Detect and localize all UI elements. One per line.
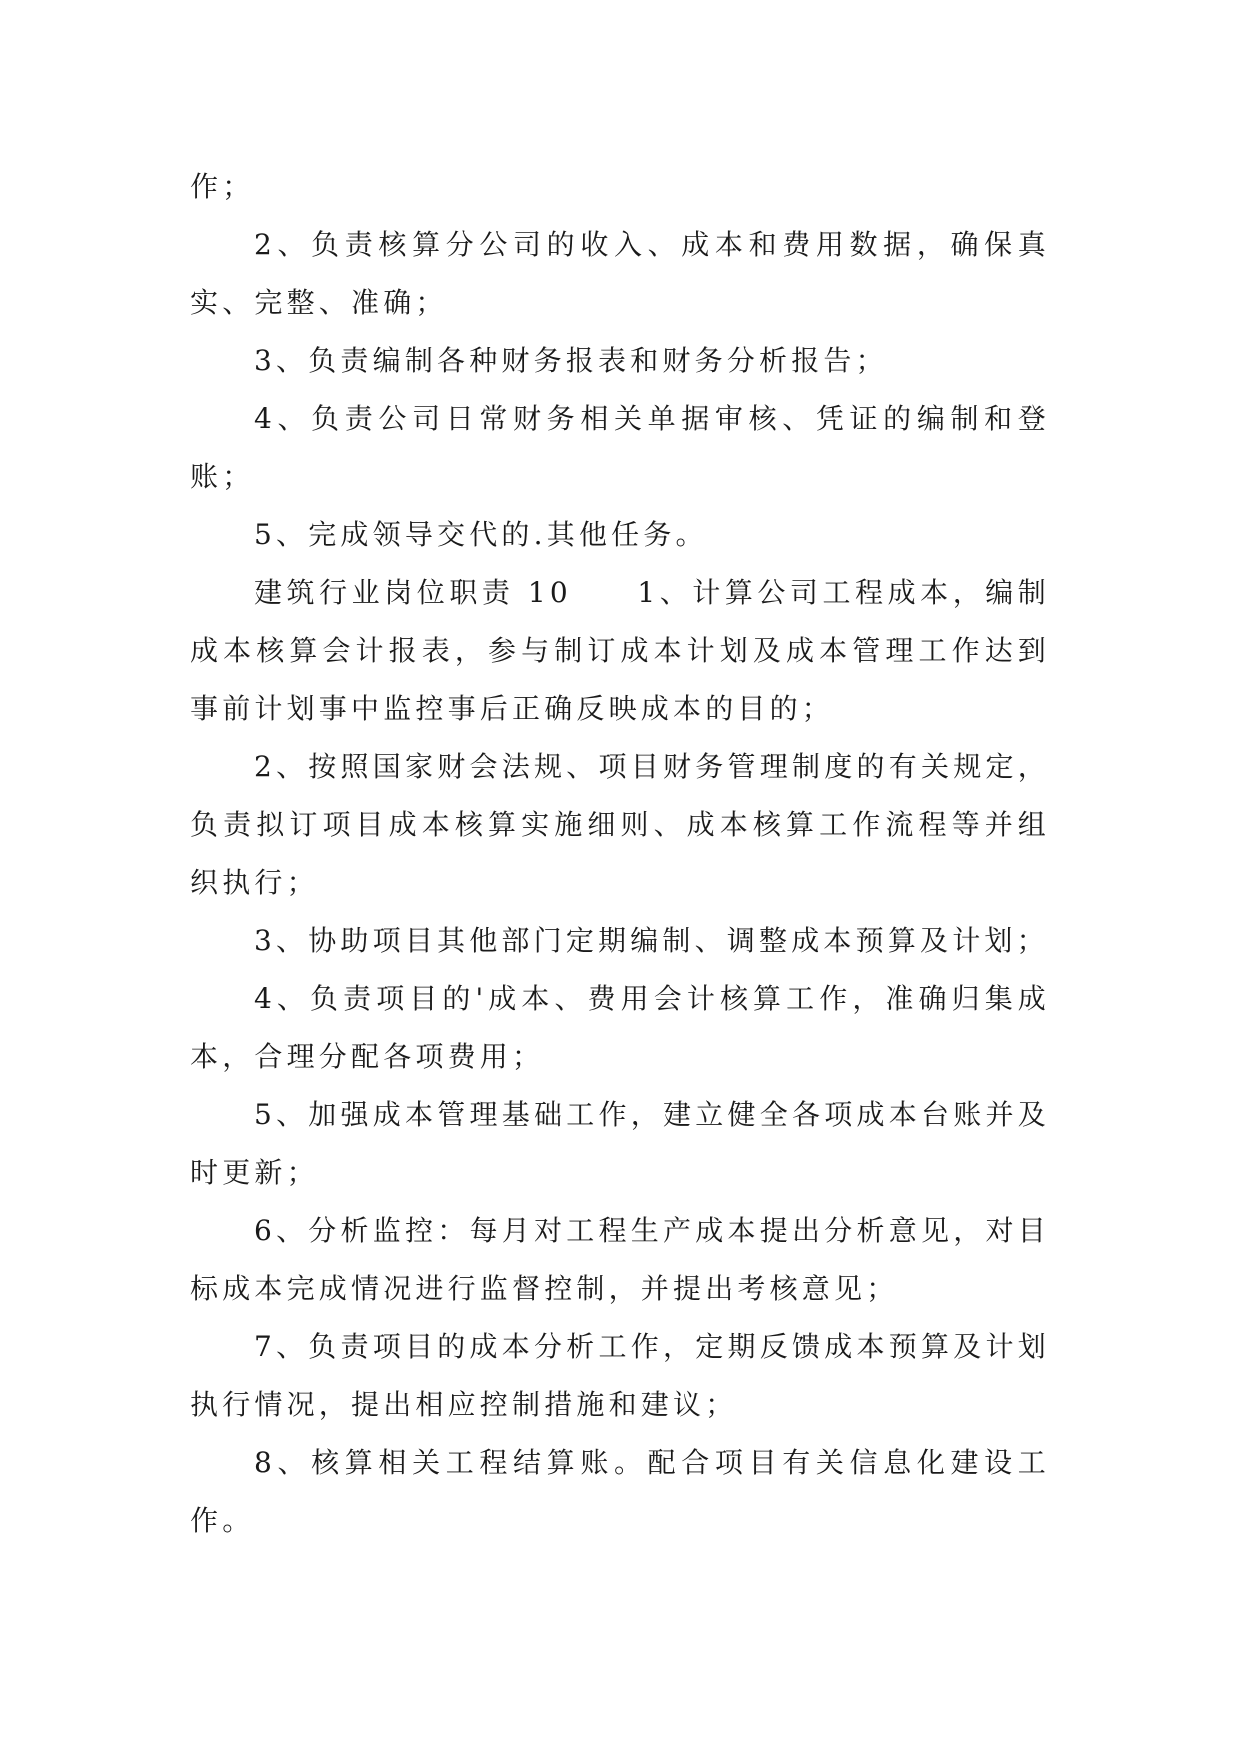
paragraph: 6、分析监控：每月对工程生产成本提出分析意见，对目标成本完成情况进行监督控制，并提出考核意见； — [190, 1214, 1050, 1305]
paragraph: 3、协助项目其他部门定期编制、调整成本预算及计划； — [254, 924, 1049, 957]
paragraph: 7、负责项目的成本分析工作，定期反馈成本预算及计划执行情况，提出相应控制措施和建议； — [190, 1330, 1050, 1421]
paragraph: 3、负责编制各种财务报表和财务分析报告； — [254, 344, 888, 377]
paragraph: 建筑行业岗位职责 10 1、计算公司工程成本，编制成本核算会计报表，参与制订成本计划及成本管理工作达到事前计划事中监控事后正确反映成本的目的； — [190, 576, 1050, 725]
paragraph: 作； — [190, 170, 255, 203]
paragraph: 4、负责项目的'成本、费用会计核算工作，准确归集成本，合理分配各项费用； — [190, 982, 1050, 1073]
paragraph: 2、负责核算分公司的收入、成本和费用数据，确保真实、完整、准确； — [190, 228, 1050, 319]
paragraph: 8、核算相关工程结算账。配合项目有关信息化建设工作。 — [190, 1446, 1050, 1537]
paragraph: 2、按照国家财会法规、项目财务管理制度的有关规定，负责拟订项目成本核算实施细则、成本核算工作流程等并组织执行； — [190, 750, 1050, 899]
paragraph: 5、完成领导交代的.其他任务。 — [254, 518, 708, 551]
document-body — [190, 158, 1050, 1550]
paragraph: 4、负责公司日常财务相关单据审核、凭证的编制和登账； — [190, 402, 1050, 493]
paragraph: 5、加强成本管理基础工作，建立健全各项成本台账并及时更新； — [190, 1098, 1050, 1189]
